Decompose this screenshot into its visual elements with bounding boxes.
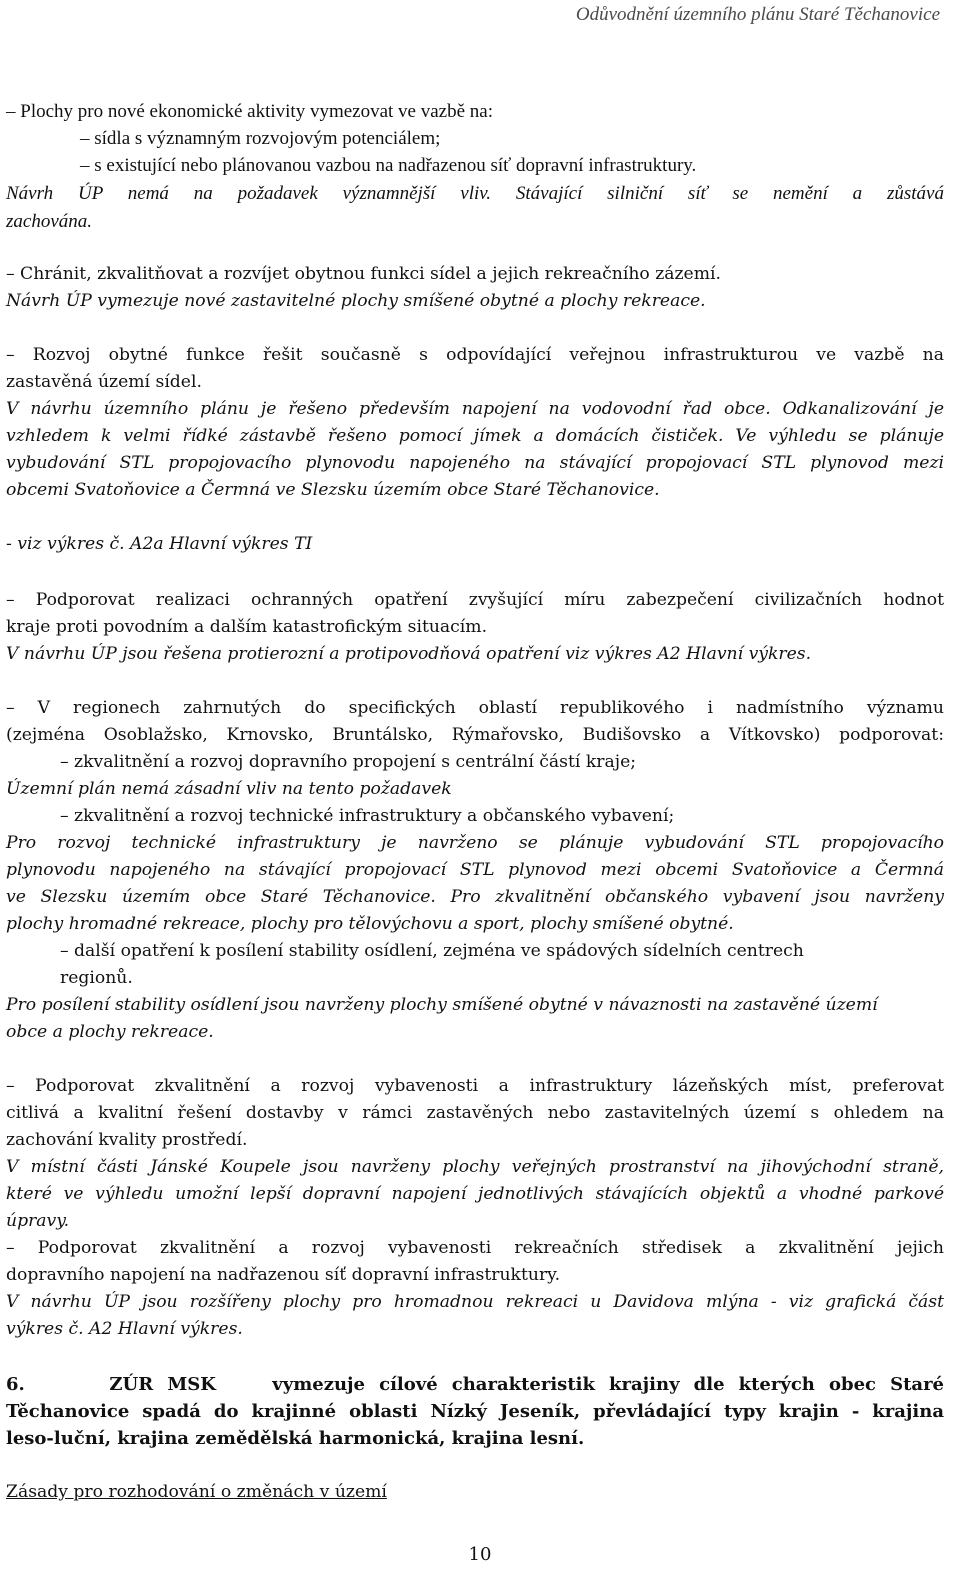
text-line: V návrhu územního plánu je řešeno především napojení na vodovodní řad obce. Odkanalizování je [6,399,944,419]
text-line: – Chránit, zkvalitňovat a rozvíjet obytnou funkci sídel a jejich rekreačního zázemí. [6,264,721,284]
text-line: výkres č. A2 Hlavní výkres. [6,1319,243,1339]
text-line: zastavěná území sídel. [6,372,202,392]
text-line: zachována. [6,211,93,232]
text-line: úpravy. [6,1211,70,1231]
text-line: Územní plán nemá zásadní vliv na tento požadavek [6,779,452,799]
text-line: plynovodu napojeného na stávající propojovací STL plynovod mezi obcemi Svatoňovice a Čermná [6,860,944,880]
text-line: regionů. [60,968,133,988]
text-line: obce a plochy rekreace. [6,1022,214,1042]
text-line: – V regionech zahrnutých do specifických oblastí republikového i nadmístního významu [6,698,944,718]
text-line: vybudování STL propojovacího plynovodu napojeného na stávající propojovací STL plynovod mezi [6,453,944,473]
section-heading-6: 6. ZÚR MSK vymezuje cílové charakteristik krajiny dle kterých obec Staré [6,1374,944,1395]
text-line: V návrhu ÚP jsou řešena protierozní a protipovodňová opatření viz výkres A2 Hlavní výkres. [6,644,812,664]
text-line: které ve výhledu umožní lepší dopravní napojení jednotlivých stávajících objektů a vhodné parkové [6,1184,944,1204]
text-line: ve Slezsku územím obce Staré Těchanovice. Pro zkvalitnění občanského vybavení jsou navrženy [6,887,944,907]
text-line: Pro posílení stability osídlení jsou navrženy plochy smíšené obytné v návaznosti na zastavěné území [6,995,878,1015]
subsection-title: Zásady pro rozhodování o změnách v území [6,1482,387,1502]
text-line: – s existující nebo plánovanou vazbou na nadřazenou síť dopravní infrastruktury. [80,155,697,176]
text-line: vzhledem k velmi řídké zástavbě řešeno pomocí jímek a domácích čističek. Ve výhledu se plánuje [6,426,944,446]
text-line: – Podporovat zkvalitnění a rozvoj vybavenosti a infrastruktury lázeňských míst, preferovat [6,1076,944,1096]
text-line: obcemi Svatoňovice a Čermná ve Slezsku územím obce Staré Těchanovice. [6,480,660,500]
text-line: leso-luční, krajina zemědělská harmonická, krajina lesní. [6,1428,585,1449]
text-line: – sídla s významným rozvojovým potenciálem; [80,128,441,149]
text-line: dopravního napojení na nadřazenou síť dopravní infrastruktury. [6,1265,561,1285]
text-line: – zkvalitnění a rozvoj technické infrastruktury a občanského vybavení; [60,806,675,826]
text-line: – Rozvoj obytné funkce řešit současně s odpovídající veřejnou infrastrukturou ve vazbě na [6,345,944,365]
text-line: V návrhu ÚP jsou rozšířeny plochy pro hromadnou rekreaci u Davidova mlýna - viz grafická část [6,1292,944,1312]
text-line: – Plochy pro nové ekonomické aktivity vymezovat ve vazbě na: [6,101,493,122]
text-line: citlivá a kvalitní řešení dostavby v rámci zastavěných nebo zastavitelných území s ohledem na [6,1103,944,1123]
text-line: Těchanovice spadá do krajinné oblasti Nízký Jeseník, převládající typy krajin - krajina [6,1401,944,1422]
text-line: Pro rozvoj technické infrastruktury je navrženo se plánuje vybudování STL propojovacího [6,833,944,853]
page-number: 10 [468,1544,492,1565]
text-line: – Podporovat realizaci ochranných opatření zvyšující míru zabezpečení civilizačních hodnot [6,590,944,610]
text-line: – další opatření k posílení stability osídlení, zejména ve spádových sídelních centrech [60,941,804,961]
text-line: – zkvalitnění a rozvoj dopravního propojení s centrální částí kraje; [60,752,637,772]
text-line: kraje proti povodním a dalším katastrofickým situacím. [6,617,488,637]
text-line: - viz výkres č. A2a Hlavní výkres TI [6,534,313,554]
text-line: V místní části Jánské Koupele jsou navrženy plochy veřejných prostranství na jihovýchodní straně, [6,1157,944,1177]
text-line: (zejména Osoblažsko, Krnovsko, Bruntálsko, Rýmařovsko, Budišovsko a Vítkovsko) podporovat: [6,725,944,745]
text-line: zachování kvality prostředí. [6,1130,248,1150]
page-header-title: Odůvodnění územního plánu Staré Těchanovice [575,4,940,25]
text-line: Návrh ÚP nemá na požadavek významnější vliv. Stávající silniční síť se nemění a zůstává [6,183,944,204]
text-line: Návrh ÚP vymezuje nové zastavitelné plochy smíšené obytné a plochy rekreace. [6,291,706,311]
text-line: – Podporovat zkvalitnění a rozvoj vybavenosti rekreačních středisek a zkvalitnění jejich [6,1238,944,1258]
text-line: plochy hromadné rekreace, plochy pro tělovýchovu a sport, plochy smíšené obytné. [6,914,734,934]
